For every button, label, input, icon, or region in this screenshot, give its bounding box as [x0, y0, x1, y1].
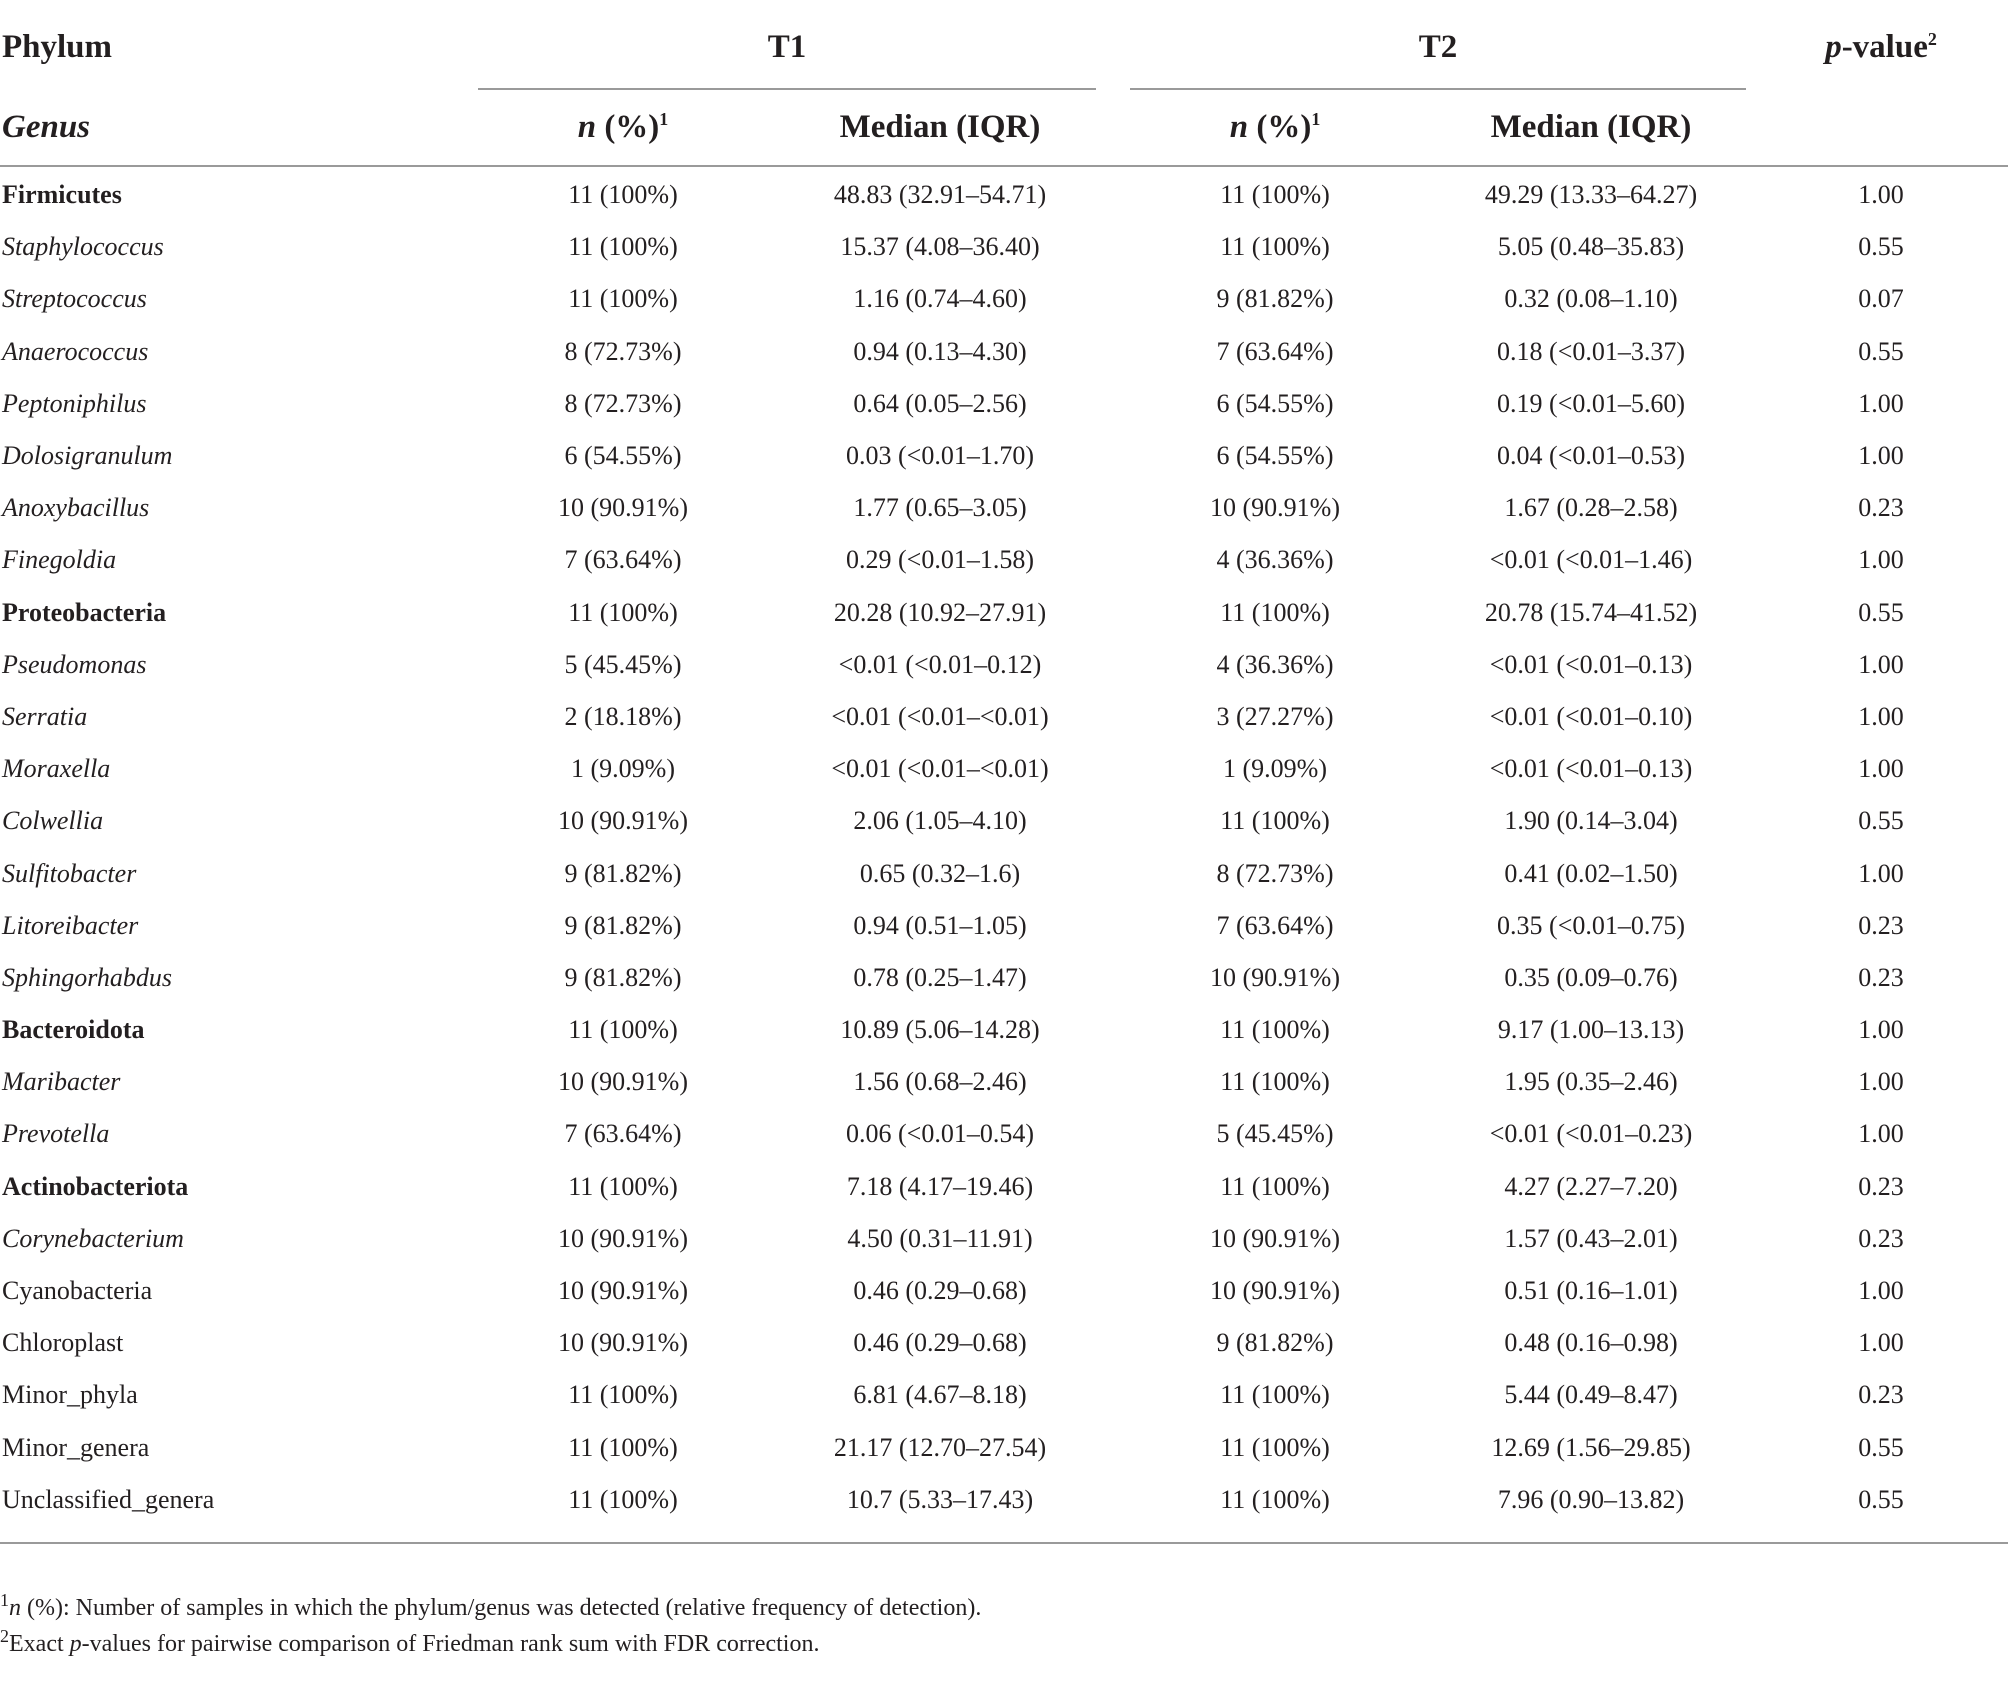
pvalue-header-italic: p	[1825, 28, 1842, 65]
t2-median-cell: 0.51 (0.16–1.01)	[1504, 1276, 1678, 1306]
t1-n-cell: 11 (100%)	[568, 1432, 678, 1462]
t2-n-cell: 10 (90.91%)	[1210, 1223, 1340, 1253]
table-row	[0, 378, 2008, 430]
pvalue-cell: 1.00	[1858, 649, 1904, 679]
table-row	[0, 1213, 2008, 1265]
t2-n-cell: 11 (100%)	[1220, 1171, 1330, 1201]
t2-n-cell: 4 (36.36%)	[1216, 545, 1334, 575]
pvalue-cell: 0.23	[1858, 910, 1904, 940]
row-name: Firmicutes	[2, 180, 122, 210]
t1-n-cell: 5 (45.45%)	[564, 649, 682, 679]
t2-n-cell: 11 (100%)	[1220, 1380, 1330, 1410]
t2-median-cell: 5.44 (0.49–8.47)	[1504, 1380, 1678, 1410]
t1-n-cell: 10 (90.91%)	[558, 1328, 688, 1358]
t1-median-cell: 0.65 (0.32–1.6)	[859, 858, 1021, 888]
table-row	[0, 273, 2008, 325]
footnote-1	[0, 1590, 981, 1626]
row-name: Sphingorhabdus	[2, 962, 172, 992]
row-name: Proteobacteria	[2, 597, 167, 627]
pvalue-cell: 0.55	[1858, 1432, 1904, 1462]
t1-median-cell: 0.94 (0.13–4.30)	[853, 336, 1027, 366]
t1-n-cell: 2 (18.18%)	[564, 701, 682, 731]
t2-n-cell: 11 (100%)	[1220, 1432, 1330, 1462]
phylum-header: Phylum	[2, 28, 113, 65]
t1-n-cell: 11 (100%)	[568, 1380, 678, 1410]
pvalue-cell: 1.00	[1858, 858, 1904, 888]
t2-median-cell: 49.29 (13.33–64.27)	[1484, 180, 1698, 210]
table-row	[0, 166, 2008, 221]
t1-median-cell: 10.7 (5.33–17.43)	[776, 1474, 1104, 1543]
table-row	[0, 900, 2008, 952]
pvalue-cell: 1.00	[1858, 1015, 1904, 1045]
t1-median-cell: 1.77 (0.65–3.05)	[853, 493, 1027, 523]
t1-median-cell: 0.46 (0.29–0.68)	[853, 1276, 1027, 1306]
t2-n-cell: 7 (63.64%)	[1216, 336, 1334, 366]
t2-n-cell: 11 (100%)	[1220, 232, 1330, 262]
t2-n-header-italic: n	[1229, 109, 1249, 145]
t2-group-header: T2	[1122, 0, 1754, 90]
row-name: Staphylococcus	[2, 232, 164, 262]
t1-median-header: Median (IQR)	[776, 90, 1104, 166]
t1-n-cell: 10 (90.91%)	[558, 1223, 688, 1253]
footnote-2-marker: 2	[0, 1626, 9, 1646]
t1-n-cell: 11 (100%)	[568, 232, 678, 262]
row-name: Bacteroidota	[2, 1015, 145, 1045]
pvalue-cell: 1.00	[1858, 441, 1904, 471]
table-header	[0, 0, 2008, 166]
footnote-1-text: (%): Number of samples in which the phylum/genus was detected (relative frequency of detection).	[21, 1595, 982, 1621]
t1-n-cell: 10 (90.91%)	[558, 806, 688, 836]
row-name: Actinobacteriota	[2, 1171, 189, 1201]
footnotes	[0, 1590, 981, 1662]
t2-n-cell: 9 (81.82%)	[1216, 1328, 1334, 1358]
t2-n-cell: 9 (81.82%)	[1216, 284, 1334, 314]
t1-median-cell: 48.83 (32.91–54.71)	[833, 180, 1047, 210]
t1-n-cell: 7 (63.64%)	[564, 545, 682, 575]
row-name: Chloroplast	[2, 1328, 124, 1358]
t2-median-cell: 0.32 (0.08–1.10)	[1504, 284, 1678, 314]
t1-n-cell: 6 (54.55%)	[564, 441, 682, 471]
pvalue-cell: 1.00	[1858, 545, 1904, 575]
t2-median-cell: 20.78 (15.74–41.52)	[1484, 597, 1698, 627]
t1-median-cell: 0.06 (<0.01–0.54)	[846, 1119, 1034, 1149]
t1-median-cell: 0.94 (0.51–1.05)	[853, 910, 1027, 940]
t2-median-cell: 7.96 (0.90–13.82)	[1428, 1474, 1754, 1543]
t1-n-cell: 8 (72.73%)	[564, 388, 682, 418]
row-name: Serratia	[2, 701, 88, 731]
pvalue-cell: 0.23	[1858, 962, 1904, 992]
pvalue-cell: 1.00	[1858, 754, 1904, 784]
t2-median-cell: 0.48 (0.16–0.98)	[1504, 1328, 1678, 1358]
table-row	[0, 795, 2008, 847]
table-row	[0, 743, 2008, 795]
row-name: Anaerococcus	[2, 336, 149, 366]
t2-median-cell: 4.27 (2.27–7.20)	[1504, 1171, 1678, 1201]
t1-group-header: T1	[470, 0, 1104, 90]
t2-median-cell: <0.01 (<0.01–0.23)	[1489, 1119, 1693, 1149]
t2-median-cell: <0.01 (<0.01–0.13)	[1489, 754, 1693, 784]
pvalue-cell: 0.55	[1754, 1474, 2008, 1543]
t1-median-cell: 21.17 (12.70–27.54)	[833, 1432, 1047, 1462]
t1-median-cell: 6.81 (4.67–8.18)	[853, 1380, 1027, 1410]
footnote-2-text: -values for pairwise comparison of Friedman rank sum with FDR correction.	[81, 1631, 820, 1657]
row-name: Corynebacterium	[2, 1223, 184, 1253]
t1-median-cell: <0.01 (<0.01–<0.01)	[831, 754, 1049, 784]
t2-n-header	[1122, 90, 1428, 166]
t1-n-cell: 11 (100%)	[568, 1015, 678, 1045]
t2-n-cell: 11 (100%)	[1220, 1067, 1330, 1097]
table-row	[0, 1108, 2008, 1160]
table-row	[0, 691, 2008, 743]
row-name: Cyanobacteria	[2, 1276, 153, 1306]
row-name: Sulfitobacter	[2, 858, 137, 888]
t1-n-cell: 9 (81.82%)	[564, 962, 682, 992]
t2-median-cell: 0.04 (<0.01–0.53)	[1497, 441, 1686, 471]
t1-median-cell: 4.50 (0.31–11.91)	[847, 1223, 1033, 1253]
t2-median-cell: 0.41 (0.02–1.50)	[1504, 858, 1678, 888]
table-row	[0, 482, 2008, 534]
t2-median-cell: <0.01 (<0.01–0.10)	[1489, 701, 1693, 731]
footnote-1-marker: 1	[0, 1590, 9, 1610]
t2-n-cell: 11 (100%)	[1220, 1015, 1330, 1045]
t2-median-cell: 0.19 (<0.01–5.60)	[1497, 388, 1686, 418]
header-row-2	[0, 90, 2008, 166]
t2-n-cell: 3 (27.27%)	[1216, 701, 1334, 731]
genus-header: Genus	[0, 90, 470, 166]
t1-n-header-sup: 1	[659, 109, 669, 129]
row-name: Prevotella	[2, 1119, 110, 1149]
t1-median-cell: 0.78 (0.25–1.47)	[853, 962, 1027, 992]
t2-n-cell: 6 (54.55%)	[1216, 441, 1334, 471]
header-gap	[1104, 0, 1122, 90]
t1-median-cell: 20.28 (10.92–27.91)	[833, 597, 1047, 627]
t2-median-cell: 1.57 (0.43–2.01)	[1504, 1223, 1678, 1253]
t2-median-cell: 12.69 (1.56–29.85)	[1491, 1432, 1691, 1462]
t1-n-header-text: (%)	[596, 109, 660, 145]
t2-median-cell: 1.90 (0.14–3.04)	[1504, 806, 1678, 836]
t1-n-header	[470, 90, 776, 166]
t2-n-cell: 10 (90.91%)	[1210, 1276, 1340, 1306]
pvalue-cell: 0.55	[1858, 336, 1904, 366]
t2-median-header: Median (IQR)	[1428, 90, 1754, 166]
t2-median-cell: <0.01 (<0.01–1.46)	[1489, 545, 1693, 575]
table-row	[0, 1317, 2008, 1369]
footnote-2-italic: p	[69, 1631, 82, 1657]
pvalue-header-sup: 2	[1927, 28, 1937, 49]
pvalue-header-text: -value	[1841, 28, 1928, 65]
t2-n-cell: 8 (72.73%)	[1216, 858, 1334, 888]
row-name: Pseudomonas	[2, 649, 147, 679]
t2-median-cell: 1.95 (0.35–2.46)	[1504, 1067, 1678, 1097]
pvalue-cell: 0.23	[1858, 1171, 1904, 1201]
row-name: Finegoldia	[2, 545, 117, 575]
table-row	[0, 952, 2008, 1004]
t2-median-cell: <0.01 (<0.01–0.13)	[1489, 649, 1693, 679]
t1-n-cell: 9 (81.82%)	[564, 858, 682, 888]
t2-n-header-sup: 1	[1311, 109, 1321, 129]
t2-n-cell: 11 (100%)	[1220, 597, 1330, 627]
t1-median-cell: 2.06 (1.05–4.10)	[853, 806, 1027, 836]
t1-median-cell: 0.64 (0.05–2.56)	[853, 388, 1027, 418]
row-name: Unclassified_genera	[0, 1474, 470, 1543]
t1-n-cell: 11 (100%)	[568, 180, 678, 210]
t1-median-cell: 7.18 (4.17–19.46)	[846, 1171, 1034, 1201]
table-row	[0, 534, 2008, 586]
t2-median-cell: 0.35 (0.09–0.76)	[1504, 962, 1678, 992]
pvalue-cell: 0.55	[1858, 232, 1904, 262]
row-name: Streptococcus	[2, 284, 147, 314]
t2-n-cell: 4 (36.36%)	[1216, 649, 1334, 679]
t1-n-cell: 10 (90.91%)	[558, 1276, 688, 1306]
t1-median-cell: <0.01 (<0.01–0.12)	[838, 649, 1042, 679]
t1-median-cell: 15.37 (4.08–36.40)	[840, 232, 1040, 262]
table-row	[0, 1056, 2008, 1108]
t1-median-cell: 10.89 (5.06–14.28)	[840, 1015, 1040, 1045]
t2-n-cell: 1 (9.09%)	[1223, 754, 1327, 784]
header-row-1	[0, 0, 2008, 90]
t2-n-header-text: (%)	[1248, 109, 1312, 145]
row-name: Litoreibacter	[2, 910, 139, 940]
t2-median-cell: 1.67 (0.28–2.58)	[1504, 493, 1678, 523]
table-row	[0, 847, 2008, 899]
pvalue-cell: 0.07	[1858, 284, 1904, 314]
t1-n-cell: 7 (63.64%)	[564, 1119, 682, 1149]
row-name: Anoxybacillus	[2, 493, 150, 523]
t1-n-cell: 10 (90.91%)	[558, 493, 688, 523]
footnote-2	[0, 1626, 981, 1662]
table-row	[0, 1422, 2008, 1474]
t1-median-cell: 1.16 (0.74–4.60)	[853, 284, 1027, 314]
t1-median-cell: 0.29 (<0.01–1.58)	[846, 545, 1034, 575]
pvalue-cell: 1.00	[1858, 701, 1904, 731]
t2-n-cell: 7 (63.64%)	[1216, 910, 1334, 940]
pvalue-cell: 1.00	[1858, 1328, 1904, 1358]
t2-median-cell: 5.05 (0.48–35.83)	[1497, 232, 1685, 262]
t1-median-cell: 1.56 (0.68–2.46)	[853, 1067, 1027, 1097]
row-name: Minor_genera	[2, 1432, 150, 1462]
pvalue-subheader	[1754, 90, 2008, 166]
footnote-1-italic: n	[9, 1595, 21, 1621]
row-name: Moraxella	[2, 754, 111, 784]
row-name: Minor_phyla	[2, 1380, 138, 1410]
pvalue-cell: 0.55	[1858, 597, 1904, 627]
t1-median-cell: 0.03 (<0.01–1.70)	[846, 441, 1034, 471]
t2-median-cell: 0.35 (<0.01–0.75)	[1497, 910, 1686, 940]
pvalue-cell: 1.00	[1858, 180, 1904, 210]
t1-n-cell: 10 (90.91%)	[558, 1067, 688, 1097]
row-name: Maribacter	[2, 1067, 121, 1097]
t1-n-cell: 1 (9.09%)	[571, 754, 675, 784]
pvalue-cell: 0.23	[1858, 493, 1904, 523]
t2-n-cell: 5 (45.45%)	[1216, 1119, 1334, 1149]
pvalue-header	[1754, 0, 2008, 90]
table-row	[0, 1265, 2008, 1317]
table-row	[0, 326, 2008, 378]
t2-median-cell: 0.18 (<0.01–3.37)	[1497, 336, 1686, 366]
pvalue-cell: 0.23	[1858, 1380, 1904, 1410]
table-row	[0, 430, 2008, 482]
table-row	[0, 1161, 2008, 1213]
footnote-2-pre: Exact	[9, 1631, 70, 1657]
t2-n-cell: 10 (90.91%)	[1210, 962, 1340, 992]
t1-median-cell: <0.01 (<0.01–<0.01)	[831, 701, 1049, 731]
row-name: Colwellia	[2, 806, 104, 836]
t2-n-cell: 6 (54.55%)	[1216, 388, 1334, 418]
t1-n-cell: 8 (72.73%)	[564, 336, 682, 366]
t2-n-cell: 11 (100%)	[1220, 806, 1330, 836]
t1-n-header-italic: n	[577, 109, 597, 145]
t2-n-cell: 11 (100%)	[1122, 1474, 1428, 1543]
table-row	[0, 1004, 2008, 1056]
pvalue-cell: 1.00	[1858, 1276, 1904, 1306]
row-name: Peptoniphilus	[2, 388, 147, 418]
t1-n-cell: 11 (100%)	[568, 284, 678, 314]
t1-n-cell: 11 (100%)	[568, 597, 678, 627]
t1-n-cell: 11 (100%)	[568, 1171, 678, 1201]
table-row	[0, 1369, 2008, 1421]
t2-n-cell: 10 (90.91%)	[1210, 493, 1340, 523]
pvalue-cell: 1.00	[1858, 388, 1904, 418]
t1-median-cell: 0.46 (0.29–0.68)	[853, 1328, 1027, 1358]
pvalue-cell: 0.55	[1858, 806, 1904, 836]
header-gap-2	[1104, 90, 1122, 166]
table-row	[0, 587, 2008, 639]
pvalue-cell: 1.00	[1858, 1067, 1904, 1097]
row-name: Dolosigranulum	[2, 441, 173, 471]
table-row	[0, 1474, 2008, 1543]
pvalue-cell: 1.00	[1858, 1119, 1904, 1149]
t1-n-cell: 9 (81.82%)	[564, 910, 682, 940]
table-body	[0, 166, 2008, 1543]
t1-n-cell: 11 (100%)	[470, 1474, 776, 1543]
table-row	[0, 639, 2008, 691]
t2-n-cell: 11 (100%)	[1220, 180, 1330, 210]
pvalue-cell: 0.23	[1858, 1223, 1904, 1253]
table-row	[0, 221, 2008, 273]
t2-median-cell: 9.17 (1.00–13.13)	[1497, 1015, 1685, 1045]
